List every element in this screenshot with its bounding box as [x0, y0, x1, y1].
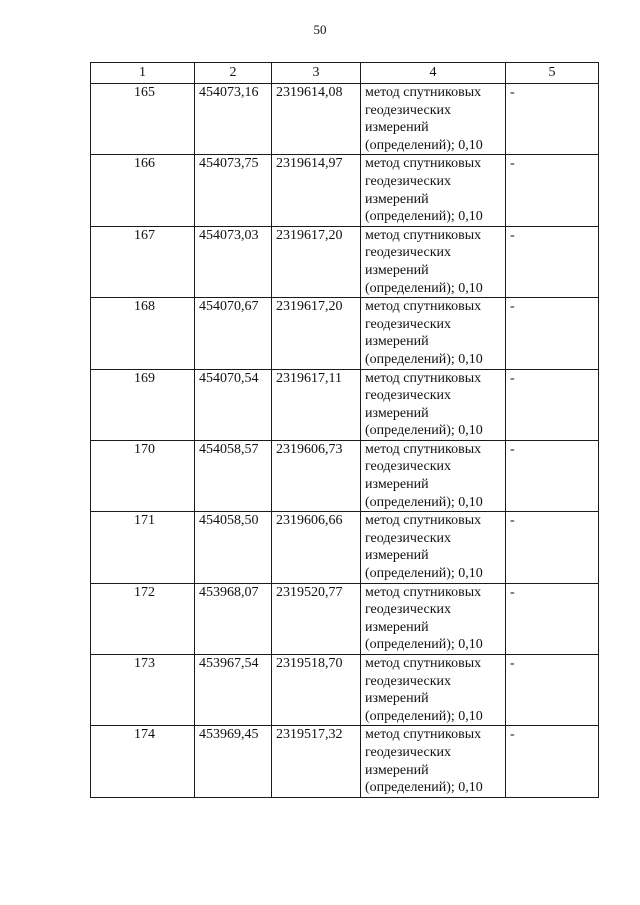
- method-cell: [361, 298, 506, 369]
- method-cell: [361, 655, 506, 726]
- method-text-line: (определений); 0,10: [365, 780, 483, 796]
- method-text-line: (определений); 0,10: [365, 708, 483, 724]
- description-cell: -: [506, 369, 599, 440]
- column-header-5: 5: [506, 63, 599, 84]
- method-text-line: геодезических: [365, 316, 452, 332]
- point-number-cell: 171: [91, 512, 195, 583]
- y-coordinate-cell: 2319517,32: [272, 726, 361, 797]
- method-cell: [361, 583, 506, 654]
- point-number-cell: 166: [91, 155, 195, 226]
- y-coordinate-cell: 2319606,73: [272, 440, 361, 511]
- method-text-line: геодезических: [365, 102, 452, 118]
- method-text-line: геодезических: [365, 602, 452, 618]
- method-text-line: (определений); 0,10: [365, 423, 483, 439]
- table-row: [91, 226, 599, 297]
- description-cell: -: [506, 440, 599, 511]
- method-text-line: метод спутниковых: [365, 513, 482, 529]
- column-header-2: 2: [195, 63, 272, 84]
- column-header-3: 3: [272, 63, 361, 84]
- x-coordinate-cell: 454073,16: [195, 84, 272, 155]
- y-coordinate-cell: 2319606,66: [272, 512, 361, 583]
- method-text-line: измерений: [365, 762, 429, 778]
- table-row: [91, 583, 599, 654]
- x-coordinate-cell: 453967,54: [195, 655, 272, 726]
- method-text-line: метод спутниковых: [365, 299, 482, 315]
- method-text-line: измерений: [365, 477, 429, 493]
- method-text-line: измерений: [365, 691, 429, 707]
- y-coordinate-cell: 2319614,97: [272, 155, 361, 226]
- table-row: [91, 155, 599, 226]
- description-cell: -: [506, 512, 599, 583]
- method-text-line: геодезических: [365, 673, 452, 689]
- method-text-line: (определений); 0,10: [365, 637, 483, 653]
- table-row: [91, 440, 599, 511]
- table-row: [91, 726, 599, 797]
- point-number-cell: 168: [91, 298, 195, 369]
- method-text-line: геодезических: [365, 388, 452, 404]
- method-text-line: (определений); 0,10: [365, 494, 483, 510]
- point-number-cell: 173: [91, 655, 195, 726]
- point-number-cell: 165: [91, 84, 195, 155]
- description-cell: -: [506, 226, 599, 297]
- method-text-line: измерений: [365, 191, 429, 207]
- method-text-line: измерений: [365, 334, 429, 350]
- method-text-line: измерений: [365, 262, 429, 278]
- y-coordinate-cell: 2319520,77: [272, 583, 361, 654]
- method-text-line: (определений); 0,10: [365, 280, 483, 296]
- method-text-line: геодезических: [365, 245, 452, 261]
- method-text-line: метод спутниковых: [365, 656, 482, 671]
- method-cell: [361, 726, 506, 797]
- table-row: [91, 369, 599, 440]
- method-cell: [361, 84, 506, 155]
- x-coordinate-cell: 453968,07: [195, 583, 272, 654]
- method-cell: [361, 369, 506, 440]
- x-coordinate-cell: 454070,54: [195, 369, 272, 440]
- column-header-1: 1: [91, 63, 195, 84]
- y-coordinate-cell: 2319614,08: [272, 84, 361, 155]
- table-header-row: [91, 63, 599, 84]
- description-cell: -: [506, 298, 599, 369]
- x-coordinate-cell: 453969,45: [195, 726, 272, 797]
- page-number: 50: [313, 22, 327, 37]
- x-coordinate-cell: 454070,67: [195, 298, 272, 369]
- y-coordinate-cell: 2319617,11: [272, 369, 361, 440]
- method-text-line: метод спутниковых: [365, 584, 482, 600]
- column-header-4: 4: [361, 63, 506, 84]
- method-text-line: (определений); 0,10: [365, 566, 483, 582]
- x-coordinate-cell: 454073,03: [195, 226, 272, 297]
- method-text-line: (определений); 0,10: [365, 137, 483, 153]
- point-number-cell: 170: [91, 440, 195, 511]
- method-text-line: измерений: [365, 120, 429, 136]
- y-coordinate-cell: 2319617,20: [272, 226, 361, 297]
- table-row: [91, 655, 599, 726]
- point-number-cell: 172: [91, 583, 195, 654]
- method-text-line: метод спутниковых: [365, 85, 482, 100]
- point-number-cell: 174: [91, 726, 195, 797]
- table-row: [91, 84, 599, 155]
- method-text-line: измерений: [365, 548, 429, 564]
- table-row: [91, 298, 599, 369]
- y-coordinate-cell: 2319617,20: [272, 298, 361, 369]
- x-coordinate-cell: 454073,75: [195, 155, 272, 226]
- method-cell: [361, 440, 506, 511]
- method-text-line: метод спутниковых: [365, 227, 482, 243]
- method-text-line: геодезических: [365, 530, 452, 546]
- description-cell: -: [506, 583, 599, 654]
- method-text-line: измерений: [365, 619, 429, 635]
- point-number-cell: 169: [91, 369, 195, 440]
- method-text-line: геодезических: [365, 744, 452, 760]
- description-cell: -: [506, 655, 599, 726]
- table-body: [91, 84, 599, 798]
- method-text-line: (определений); 0,10: [365, 351, 483, 367]
- method-cell: [361, 512, 506, 583]
- x-coordinate-cell: 454058,50: [195, 512, 272, 583]
- y-coordinate-cell: 2319518,70: [272, 655, 361, 726]
- method-cell: [361, 226, 506, 297]
- description-cell: -: [506, 84, 599, 155]
- x-coordinate-cell: 454058,57: [195, 440, 272, 511]
- method-cell: [361, 155, 506, 226]
- method-text-line: измерений: [365, 405, 429, 421]
- method-text-line: метод спутниковых: [365, 441, 482, 457]
- method-text-line: геодезических: [365, 173, 452, 189]
- description-cell: -: [506, 155, 599, 226]
- coordinates-table: [90, 62, 599, 798]
- point-number-cell: 167: [91, 226, 195, 297]
- method-text-line: метод спутниковых: [365, 727, 482, 743]
- method-text-line: геодезических: [365, 459, 452, 475]
- method-text-line: метод спутниковых: [365, 156, 482, 172]
- table-row: [91, 512, 599, 583]
- method-text-line: метод спутниковых: [365, 370, 482, 386]
- method-text-line: (определений); 0,10: [365, 209, 483, 225]
- description-cell: -: [506, 726, 599, 797]
